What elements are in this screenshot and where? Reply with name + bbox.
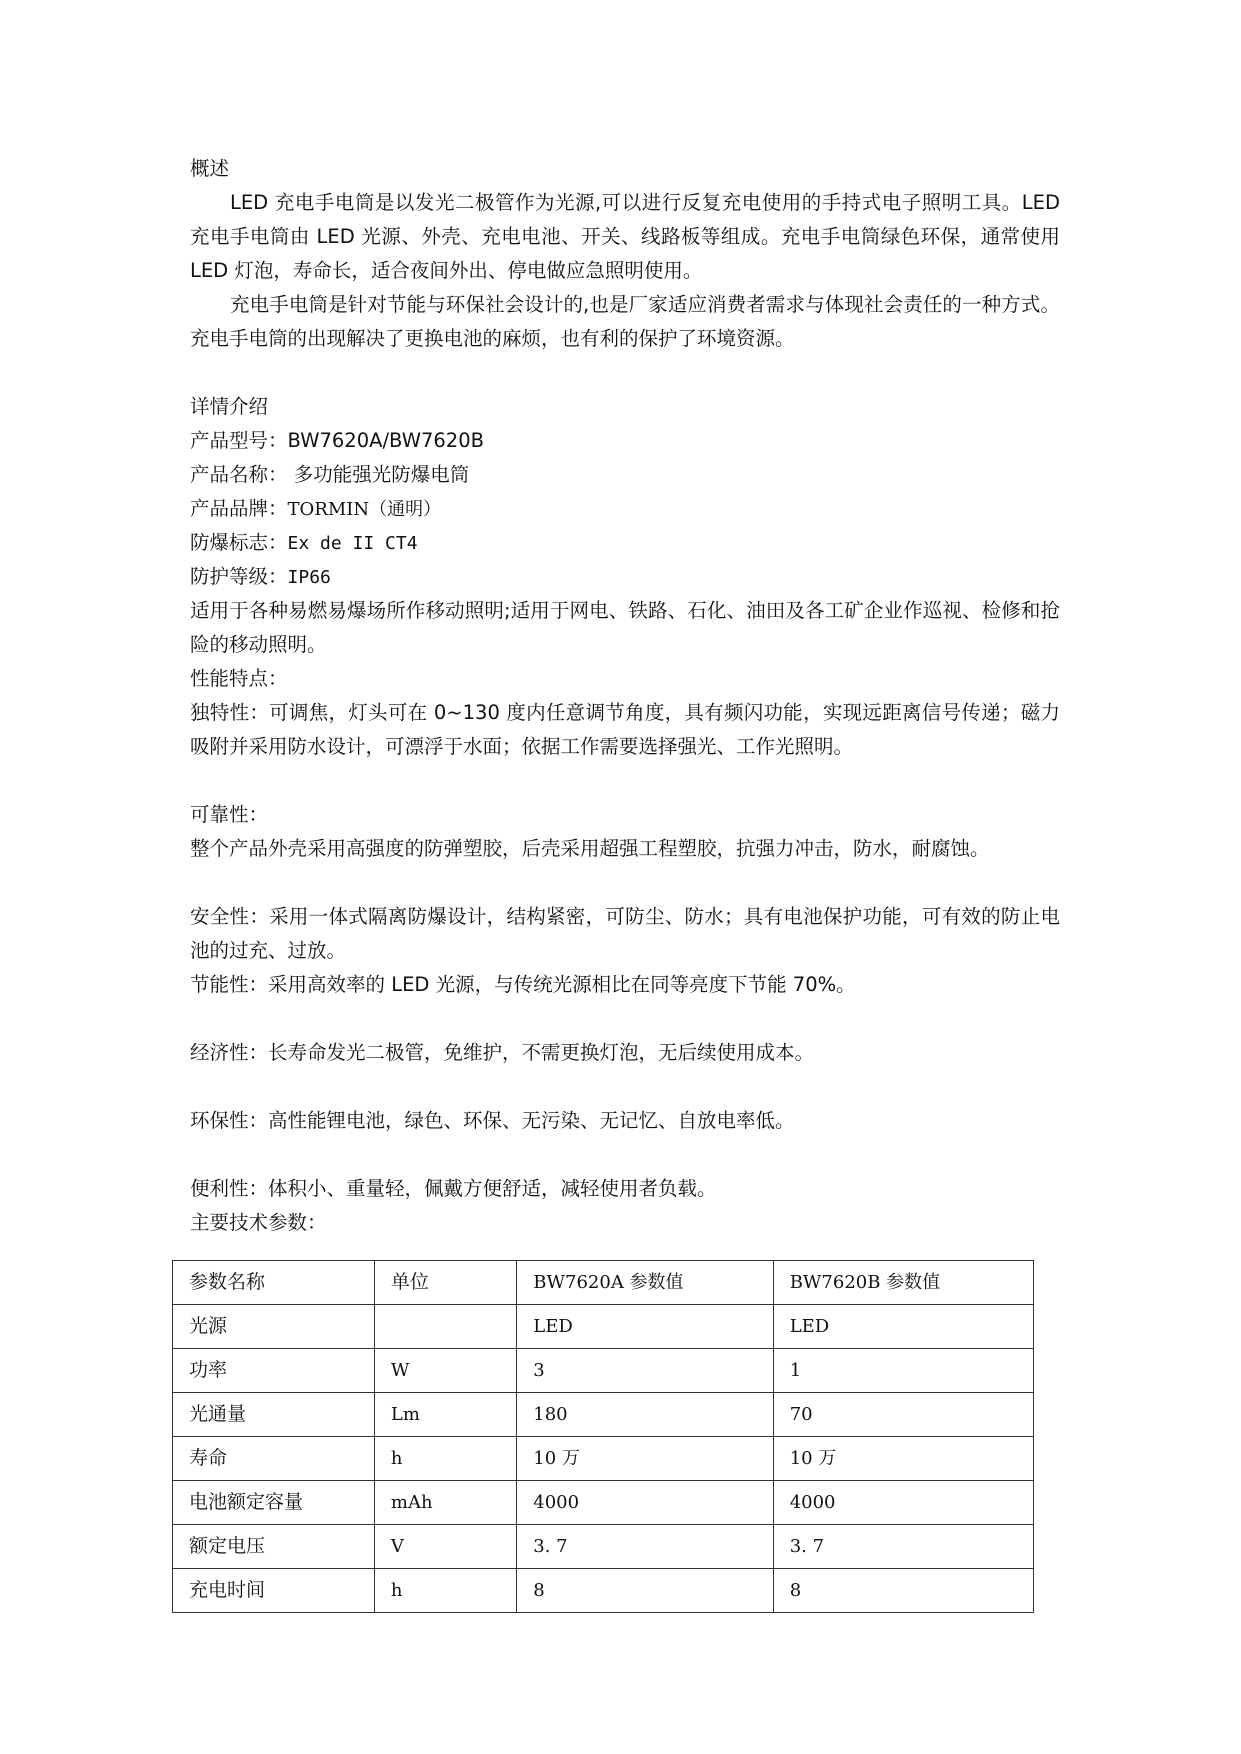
usage-text: 适用于各种易燃易爆场所作移动照明;适用于网电、铁路、石化、油田及各工矿企业作巡视、检修和抢险的移动照明。 [190,599,1060,656]
feature-energy: 节能性：采用高效率的 LED 光源，与传统光源相比在同等亮度下节能 70%。 [190,973,856,996]
header-cell: BW7620B 参数值 [773,1261,1033,1305]
table-row [173,1437,1034,1481]
table-row [173,1349,1034,1393]
feature-reliability: 整个产品外壳采用高强度的防弹塑胶，后壳采用超强工程塑胶，抗强力冲击，防水，耐腐蚀。 [190,837,990,860]
overview-paragraph-2: 充电手电筒是针对节能与环保社会设计的,也是厂家适应消费者需求与体现社会责任的一种方式。充电手电筒的出现解决了更换电池的麻烦，也有利的保护了环境资源。 [190,293,1060,350]
reliability-heading: 可靠性： [190,803,269,826]
table-cell: mAh [374,1481,516,1525]
explosion-proof-value: Ex de II CT4 [287,533,418,554]
protection-grade-value: IP66 [287,567,331,588]
overview-paragraph-1: LED 充电手电筒是以发光二极管作为光源,可以进行反复充电使用的手持式电子照明工具。LED 充电手电筒由 LED 光源、外壳、充电电池、开关、线路板等组成。充电手电筒绿色环保，通常使用 LED 灯泡，寿命长，适合夜间外出、停电做应急照明使用。 [190,191,1060,282]
table-cell: 3 [517,1349,773,1393]
feature-uniqueness: 独特性：可调焦，灯头可在 0~130 度内任意调节角度，具有频闪功能，实现远距离信号传递；磁力吸附并采用防水设计，可漂浮于水面；依据工作需要选择强光、工作光照明。 [190,701,1060,758]
table-cell: W [374,1349,516,1393]
protection-grade-label: 防护等级： [190,565,288,588]
header-cell: 参数名称 [173,1261,375,1305]
explosion-proof-mark [190,526,1060,560]
overview-heading: 概述 [190,157,230,180]
table-cell: 10 万 [773,1437,1033,1481]
product-model-value: BW7620A/BW7620B [287,429,484,452]
feature-economy: 经济性：长寿命发光二极管，免维护，不需更换灯泡，无后续使用成本。 [190,1041,815,1064]
feature-convenience: 便利性：体积小、重量轻，佩戴方便舒适，减轻使用者负载。 [190,1177,717,1200]
table-cell: 70 [773,1393,1033,1437]
table-cell: 4000 [517,1481,773,1525]
table-cell: h [374,1437,516,1481]
product-name [190,458,1060,492]
table-cell: 180 [517,1393,773,1437]
table-cell: 8 [517,1569,773,1613]
header-cell: BW7620A 参数值 [517,1261,773,1305]
table-cell [374,1305,516,1349]
details-heading: 详情介绍 [190,395,269,418]
table-cell: 电池额定容量 [173,1481,375,1525]
table-cell: 光源 [173,1305,375,1349]
table-cell: V [374,1525,516,1569]
params-heading: 主要技术参数： [190,1211,327,1234]
feature-safety: 安全性：采用一体式隔离防爆设计，结构紧密，可防尘、防水；具有电池保护功能，可有效的防止电池的过充、过放。 [190,905,1060,962]
product-brand-value: TORMIN（通明） [287,499,442,520]
table-cell: 8 [773,1569,1033,1613]
table-cell: 10 万 [517,1437,773,1481]
table-cell: 3. 7 [517,1525,773,1569]
document-body [190,152,1060,1240]
product-model-label: 产品型号： [190,429,288,452]
table-row [173,1481,1034,1525]
table-cell: 功率 [173,1349,375,1393]
table-row [173,1525,1034,1569]
header-cell: 单位 [374,1261,516,1305]
table-cell: 光通量 [173,1393,375,1437]
table-cell: 充电时间 [173,1569,375,1613]
product-brand-label: 产品品牌： [190,497,288,520]
product-name-value: 多功能强光防爆电筒 [293,463,470,486]
table-header-row [173,1261,1034,1305]
product-model [190,424,1060,458]
feature-environment: 环保性：高性能锂电池，绿色、环保、无污染、无记忆、自放电率低。 [190,1109,795,1132]
technical-parameters-table [172,1260,1034,1613]
product-name-label: 产品名称： [190,463,288,486]
table-row [173,1569,1034,1613]
table-cell: 1 [773,1349,1033,1393]
product-brand [190,492,1060,526]
table-cell: 4000 [773,1481,1033,1525]
table-cell: 3. 7 [773,1525,1033,1569]
table-row [173,1393,1034,1437]
protection-grade [190,560,1060,594]
table-cell: LED [517,1305,773,1349]
table-cell: Lm [374,1393,516,1437]
table-cell: LED [773,1305,1033,1349]
features-heading: 性能特点： [190,667,288,690]
explosion-proof-label: 防爆标志： [190,531,288,554]
table-row [173,1305,1034,1349]
table-cell: 额定电压 [173,1525,375,1569]
table-cell: 寿命 [173,1437,375,1481]
table-cell: h [374,1569,516,1613]
